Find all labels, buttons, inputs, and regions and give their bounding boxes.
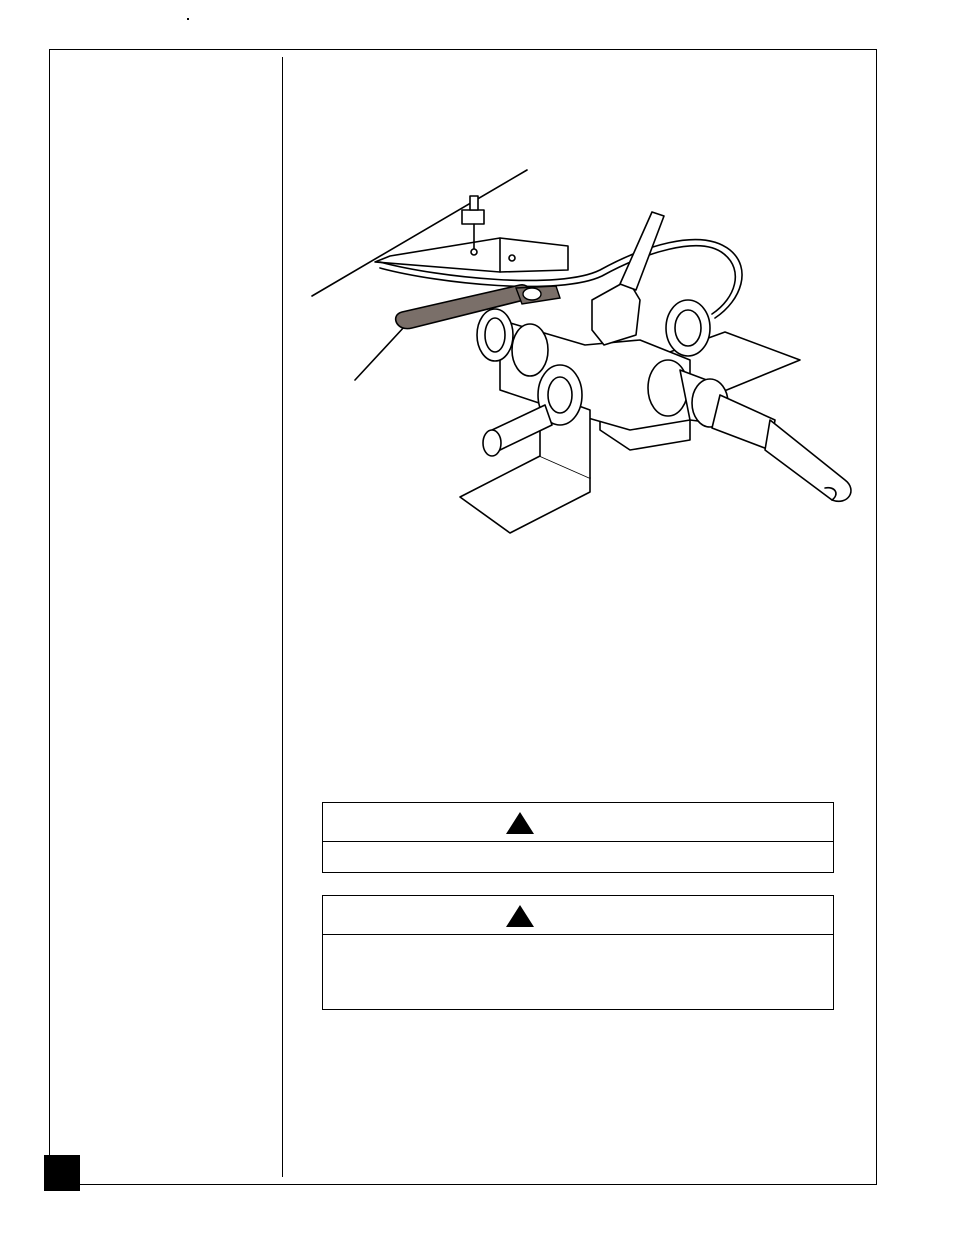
warning-triangle-icon: [505, 811, 535, 835]
pilot-post: [462, 210, 484, 224]
warning-notice-body: [323, 935, 833, 1010]
print-mark: [187, 18, 189, 20]
warning-triangle-icon: [505, 904, 535, 928]
callout-leader: [355, 326, 405, 380]
warning-notice-2: [322, 895, 834, 1010]
page-tab-marker: [44, 1155, 80, 1191]
valve-illustration: [300, 160, 870, 550]
warning-notice-body: [323, 842, 833, 873]
column-divider: [282, 57, 283, 1177]
warning-notice-1: [322, 802, 834, 873]
handle-nut: [523, 288, 541, 300]
shutoff-knob: [592, 280, 640, 345]
shutoff-lever: [620, 212, 664, 290]
warning-notice-header: [323, 803, 833, 842]
stub-end: [483, 430, 501, 456]
gas-tube: [765, 420, 851, 501]
warning-notice-header: [323, 896, 833, 935]
